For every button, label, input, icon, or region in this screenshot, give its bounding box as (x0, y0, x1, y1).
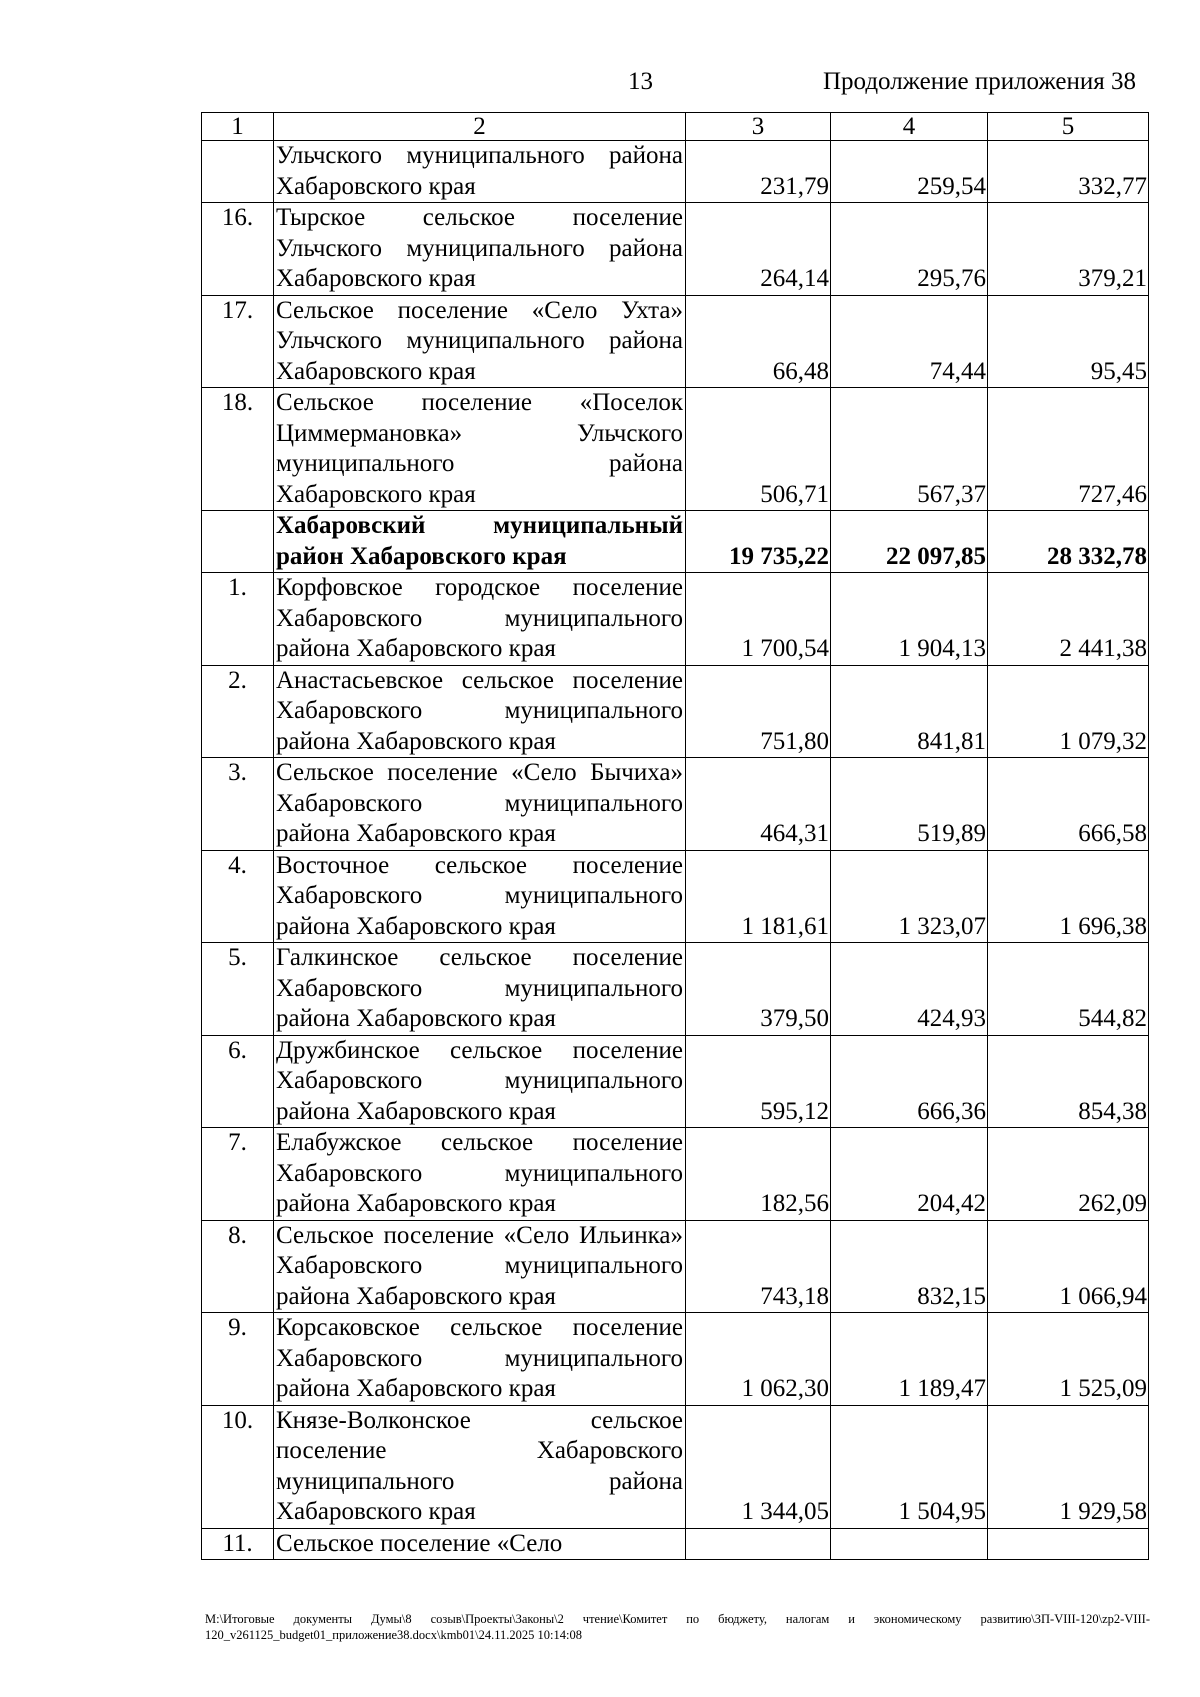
row-value-col4: 666,36 (831, 1035, 988, 1128)
row-value-col3 (686, 1528, 831, 1560)
table-row (202, 511, 1149, 573)
row-value-col4: 22 097,85 (831, 511, 988, 573)
row-number: 18. (202, 388, 274, 511)
header-col-1: 1 (202, 113, 274, 141)
row-value-col3: 1 700,54 (686, 573, 831, 666)
row-value-col5: 95,45 (988, 295, 1149, 388)
row-number: 11. (202, 1528, 274, 1560)
row-value-col5: 1 079,32 (988, 665, 1149, 758)
table-row (202, 203, 1149, 296)
row-name: Сельское поселение «Село Ильинка» Хабаровского муниципального района Хабаровского края (274, 1220, 686, 1313)
table-row (202, 850, 1149, 943)
table-row (202, 665, 1149, 758)
row-value-col4: 204,42 (831, 1128, 988, 1221)
row-name: Тырское сельское поселение Ульчского муниципального района Хабаровского края (274, 203, 686, 296)
row-name: Корсаковское сельское поселение Хабаровского муниципального района Хабаровского края (274, 1313, 686, 1406)
row-name: Ульчского муниципального района Хабаровского края (274, 141, 686, 203)
row-name: Сельское поселение «Поселок Циммермановка» Ульчского муниципального района Хабаровского края (274, 388, 686, 511)
row-value-col3: 231,79 (686, 141, 831, 203)
row-value-col3: 182,56 (686, 1128, 831, 1221)
table-row (202, 1220, 1149, 1313)
row-value-col5: 262,09 (988, 1128, 1149, 1221)
row-name: Сельское поселение «Село Ухта» Ульчского муниципального района Хабаровского края (274, 295, 686, 388)
row-number: 7. (202, 1128, 274, 1221)
row-value-col5: 28 332,78 (988, 511, 1149, 573)
row-value-col4: 424,93 (831, 943, 988, 1036)
table-row (202, 141, 1149, 203)
row-value-col5: 544,82 (988, 943, 1149, 1036)
table-row (202, 1528, 1149, 1560)
row-name: Анастасьевское сельское поселение Хабаровского муниципального района Хабаровского края (274, 665, 686, 758)
row-number: 16. (202, 203, 274, 296)
row-value-col5: 1 525,09 (988, 1313, 1149, 1406)
row-number (202, 511, 274, 573)
row-value-col4: 1 504,95 (831, 1405, 988, 1528)
row-value-col3: 1 181,61 (686, 850, 831, 943)
row-value-col4: 841,81 (831, 665, 988, 758)
header-col-2: 2 (274, 113, 686, 141)
row-value-col3: 743,18 (686, 1220, 831, 1313)
row-value-col5: 1 066,94 (988, 1220, 1149, 1313)
row-value-col5: 1 929,58 (988, 1405, 1149, 1528)
row-value-col3: 66,48 (686, 295, 831, 388)
row-name: Елабужское сельское поселение Хабаровского муниципального района Хабаровского края (274, 1128, 686, 1221)
row-value-col4 (831, 1528, 988, 1560)
row-name: Корфовское городское поселение Хабаровского муниципального района Хабаровского края (274, 573, 686, 666)
header-col-3: 3 (686, 113, 831, 141)
table-row (202, 1128, 1149, 1221)
row-value-col5: 854,38 (988, 1035, 1149, 1128)
table-row (202, 1313, 1149, 1406)
row-value-col4: 259,54 (831, 141, 988, 203)
row-value-col3: 751,80 (686, 665, 831, 758)
row-value-col3: 464,31 (686, 758, 831, 851)
row-value-col3: 1 344,05 (686, 1405, 831, 1528)
row-value-col5: 666,58 (988, 758, 1149, 851)
row-number: 1. (202, 573, 274, 666)
row-name: Галкинское сельское поселение Хабаровского муниципального района Хабаровского края (274, 943, 686, 1036)
table-body (202, 113, 1149, 1560)
row-number: 5. (202, 943, 274, 1036)
row-number (202, 141, 274, 203)
footer-file-path: M:\Итоговые документы Думы\8 созыв\Проекты\Законы\2 чтение\Комитет по бюджету, налогам и экономическому развитию\ЗП-VIII-120\zp2-VIII-120_v261125_budget01_приложение38.docx\kmb01\24.11.2025 10:14:08 (205, 1612, 1150, 1642)
row-value-col4: 1 189,47 (831, 1313, 988, 1406)
row-value-col5: 727,46 (988, 388, 1149, 511)
row-value-col4: 1 323,07 (831, 850, 988, 943)
row-value-col5: 332,77 (988, 141, 1149, 203)
row-value-col4: 295,76 (831, 203, 988, 296)
row-value-col4: 567,37 (831, 388, 988, 511)
row-name: Дружбинское сельское поселение Хабаровского муниципального района Хабаровского края (274, 1035, 686, 1128)
header-col-5: 5 (988, 113, 1149, 141)
budget-table (201, 112, 1149, 1560)
page-number: 13 (628, 68, 653, 95)
row-name: Восточное сельское поселение Хабаровского муниципального района Хабаровского края (274, 850, 686, 943)
row-number: 4. (202, 850, 274, 943)
row-number: 8. (202, 1220, 274, 1313)
table-row (202, 1405, 1149, 1528)
table-row (202, 388, 1149, 511)
table-row (202, 1035, 1149, 1128)
row-number: 9. (202, 1313, 274, 1406)
row-value-col5: 379,21 (988, 203, 1149, 296)
row-value-col3: 595,12 (686, 1035, 831, 1128)
row-name: Хабаровский муниципальный район Хабаровского края (274, 511, 686, 573)
row-value-col3: 19 735,22 (686, 511, 831, 573)
continuation-title: Продолжение приложения 38 (822, 68, 1136, 95)
row-value-col5: 1 696,38 (988, 850, 1149, 943)
row-value-col4: 832,15 (831, 1220, 988, 1313)
row-number: 10. (202, 1405, 274, 1528)
row-number: 3. (202, 758, 274, 851)
row-value-col3: 1 062,30 (686, 1313, 831, 1406)
table-row (202, 943, 1149, 1036)
row-value-col4: 519,89 (831, 758, 988, 851)
row-value-col3: 506,71 (686, 388, 831, 511)
row-number: 6. (202, 1035, 274, 1128)
row-name: Сельское поселение «Село Бычиха» Хабаровского муниципального района Хабаровского края (274, 758, 686, 851)
row-name: Сельское поселение «Село (274, 1528, 686, 1560)
row-value-col5: 2 441,38 (988, 573, 1149, 666)
header-col-4: 4 (831, 113, 988, 141)
row-value-col5 (988, 1528, 1149, 1560)
row-value-col3: 264,14 (686, 203, 831, 296)
row-value-col4: 74,44 (831, 295, 988, 388)
row-name: Князе-Волконское сельское поселение Хабаровского муниципального района Хабаровского края (274, 1405, 686, 1528)
row-value-col4: 1 904,13 (831, 573, 988, 666)
table-row (202, 295, 1149, 388)
table-row (202, 573, 1149, 666)
row-number: 17. (202, 295, 274, 388)
table-row (202, 758, 1149, 851)
row-value-col3: 379,50 (686, 943, 831, 1036)
row-number: 2. (202, 665, 274, 758)
table-header-row (202, 113, 1149, 141)
